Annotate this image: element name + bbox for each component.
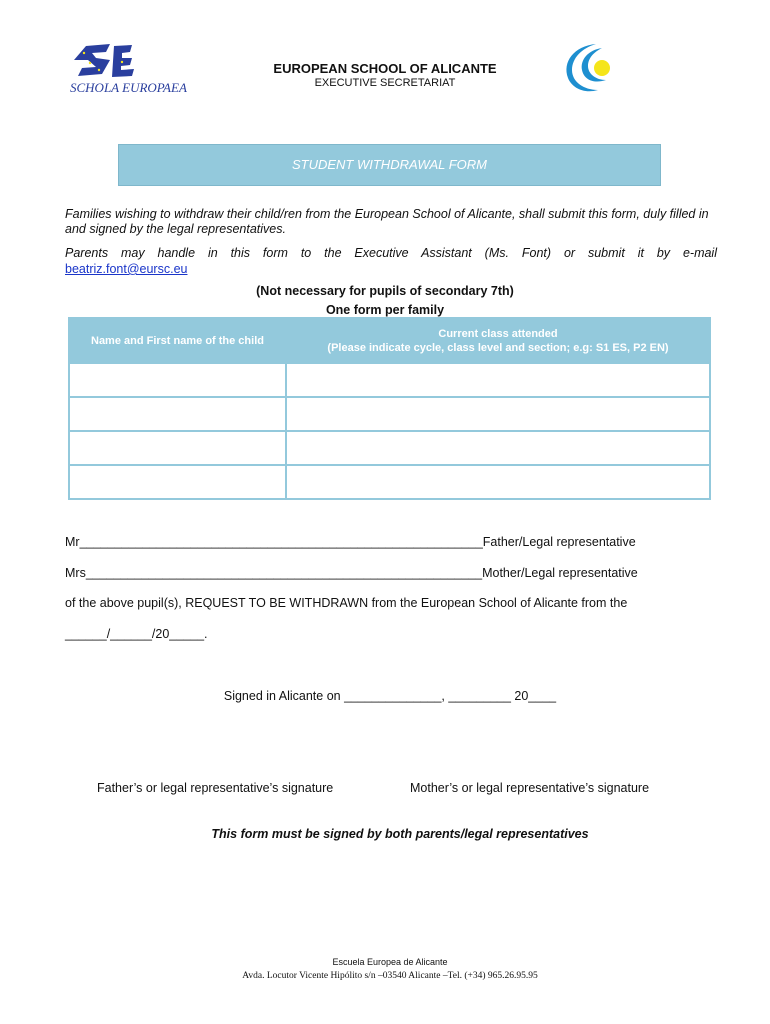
footer-school: Escuela Europea de Alicante xyxy=(332,957,448,967)
child-name-cell[interactable] xyxy=(69,465,286,499)
not-necessary-note: (Not necessary for pupils of secondary 7th) xyxy=(256,284,514,298)
child-class-cell[interactable] xyxy=(286,465,710,499)
table-header-row xyxy=(69,318,710,363)
must-sign-note: This form must be signed by both parents/legal representatives xyxy=(211,827,589,841)
table-row xyxy=(69,397,710,431)
col-header-name-text: Name and First name of the child xyxy=(91,334,264,347)
child-class-cell[interactable] xyxy=(286,397,710,431)
table-row xyxy=(69,431,710,465)
form-title: STUDENT WITHDRAWAL FORM xyxy=(291,157,487,172)
child-class-cell[interactable] xyxy=(286,363,710,397)
intro-families: Families wishing to withdraw their child/ren from the European School of Alicante, shall submit this form, duly filled in and signed by the legal representatives. xyxy=(65,207,709,236)
col-header-class-line2: (Please indicate cycle, class level and section; e.g: S1 ES, P2 EN) xyxy=(327,341,669,354)
date-line[interactable]: ______/______/20_____. xyxy=(65,627,208,641)
school-name: EUROPEAN SCHOOL OF ALICANTE xyxy=(273,61,497,76)
one-form-note: One form per family xyxy=(325,303,445,317)
mother-signature-label: Mother’s or legal representative’s signature xyxy=(410,781,650,795)
col-header-class xyxy=(286,318,710,363)
child-class-cell[interactable] xyxy=(286,431,710,465)
col-header-name xyxy=(69,318,286,363)
table-row xyxy=(69,363,710,397)
request-line: of the above pupil(s), REQUEST TO BE WITHDRAWN from the European School of Alicante from the xyxy=(65,596,628,610)
child-name-cell[interactable] xyxy=(69,397,286,431)
child-name-cell[interactable] xyxy=(69,431,286,465)
father-signature-label: Father’s or legal representative’s signature xyxy=(97,781,334,795)
mrs-line[interactable]: Mrs_________________________________________________________Mother/Legal representative xyxy=(65,566,638,580)
table-row xyxy=(69,465,710,499)
signed-in-line[interactable]: Signed in Alicante on ______________, _________ 20____ xyxy=(223,689,557,703)
secretariat: EXECUTIVE SECRETARIAT xyxy=(314,77,456,89)
european-school-alicante-logo xyxy=(558,40,622,96)
footer-address: Avda. Locutor Vicente Hipólito s/n –03540 Alicante –Tel. (+34) 965.26.95.95 xyxy=(242,971,538,981)
child-name-cell[interactable] xyxy=(69,363,286,397)
form-title-banner xyxy=(118,144,661,186)
email-link[interactable]: beatriz.font@eursc.eu xyxy=(65,262,188,276)
mr-line[interactable]: Mr__________________________________________________________Father/Legal representative xyxy=(65,535,636,549)
svg-text:SCHOLA EUROPAEA: SCHOLA EUROPAEA xyxy=(70,80,187,95)
col-header-class-line1: Current class attended xyxy=(438,327,558,340)
children-table xyxy=(68,317,711,500)
intro-parents: Parents may handle in this form to the Executive Assistant (Ms. Font) or submit it by e-mail xyxy=(65,246,717,260)
